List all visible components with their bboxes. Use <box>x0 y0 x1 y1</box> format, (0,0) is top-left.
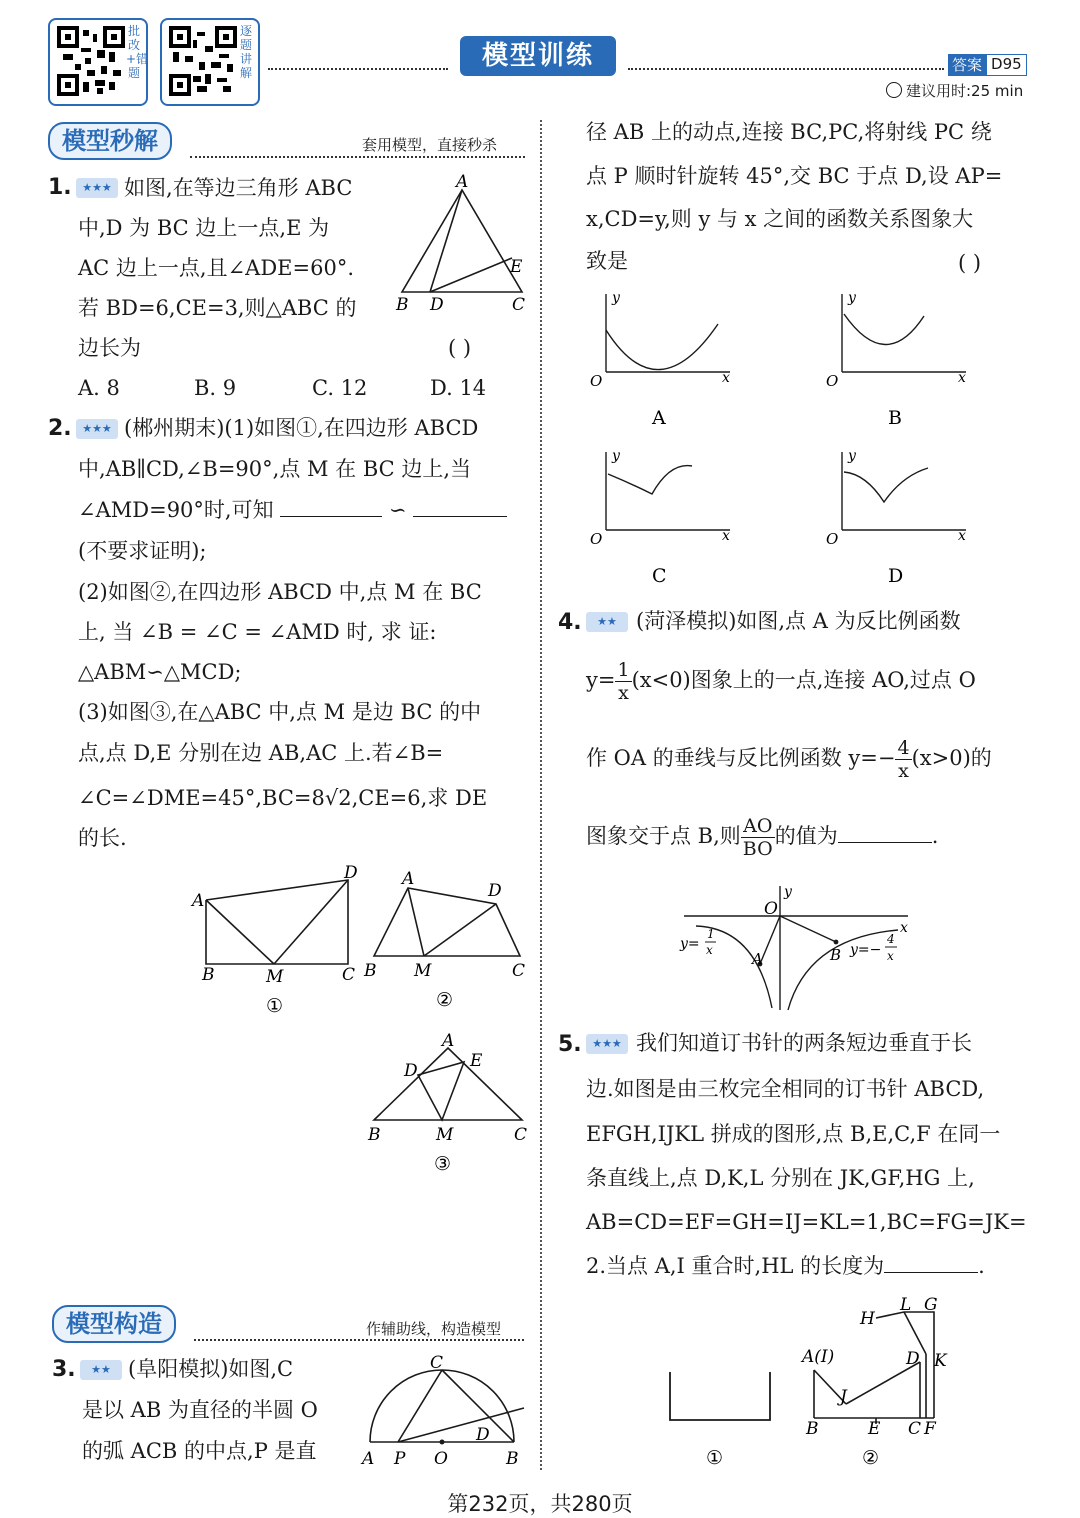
svg-text:x: x <box>722 528 730 544</box>
graph-label: B <box>888 407 902 429</box>
difficulty-stars: ★★★ <box>76 419 118 439</box>
answer-blank[interactable] <box>280 516 382 517</box>
option-b[interactable]: B. 9 <box>194 376 237 400</box>
svg-text:②: ② <box>436 989 454 1011</box>
svg-text:E: E <box>470 1051 483 1071</box>
svg-text:A: A <box>402 869 415 889</box>
fig-label: C <box>512 295 526 315</box>
svg-text:A: A <box>752 950 763 968</box>
q1-text: 如图,在等边三角形 ABC <box>124 176 353 200</box>
graph-label: C <box>652 565 667 587</box>
qr-code-icon <box>57 26 125 96</box>
answer-blank[interactable] <box>413 516 507 517</box>
q3-text: 点 P 顺时针旋转 45°,交 BC 于点 D,设 AP= <box>586 164 1003 188</box>
answer-paren: ( ) <box>958 251 982 275</box>
svg-text:y: y <box>612 290 620 306</box>
svg-text:A: A <box>442 1031 455 1051</box>
qr-code-icon <box>169 26 237 96</box>
q3-text: 径 AB 上的动点,连接 BC,PC,将射线 PC 绕 <box>586 120 992 144</box>
time-hint: 建议用时:25 min <box>886 80 1023 101</box>
q2-text: (不要求证明); <box>78 539 207 563</box>
svg-text:O: O <box>434 1449 448 1469</box>
svg-text:E: E <box>868 1419 881 1439</box>
question-number: 4. <box>558 610 582 635</box>
q3-graph-option-a[interactable] <box>584 288 736 433</box>
svg-text:x: x <box>722 370 730 386</box>
q5-text: 2.当点 A,I 重合时,HL 的长度为 . <box>586 1254 985 1278</box>
q3-text: 是以 AB 为直径的半圆 O <box>82 1398 318 1422</box>
svg-text:x: x <box>887 949 894 963</box>
answer-tag[interactable] <box>948 54 1027 76</box>
svg-text:O: O <box>590 372 603 390</box>
fig-label: A <box>456 172 469 192</box>
svg-text:O: O <box>826 372 839 390</box>
svg-text:y: y <box>848 290 856 306</box>
svg-text:O: O <box>590 530 603 548</box>
svg-text:②: ② <box>862 1447 880 1469</box>
q3-graph-option-d[interactable] <box>820 446 972 591</box>
q5-text: 条直线上,点 D,K,L 分别在 JK,GF,HG 上, <box>586 1166 975 1190</box>
svg-text:4: 4 <box>887 932 895 946</box>
q2-text: △ABM∽△MCD; <box>78 660 242 684</box>
q1-text: 若 BD=6,CE=3,则△ABC 的 <box>78 296 357 320</box>
qr-label: 批改+错题 <box>126 24 149 80</box>
svg-text:G: G <box>924 1295 938 1315</box>
q5-text: 边.如图是由三枚完全相同的订书针 ABCD, <box>586 1077 985 1101</box>
svg-text:J: J <box>840 1387 847 1407</box>
section-subtitle: 作辅助线，构造模型 <box>366 1320 502 1338</box>
qr-label: 逐题讲解 <box>239 24 252 80</box>
q5-text: 我们知道订书针的两条短边垂直于长 <box>636 1031 972 1055</box>
q3-graph-option-c[interactable] <box>584 446 736 591</box>
q4-text: (菏泽模拟)如图,点 A 为反比例函数 <box>636 609 961 633</box>
option-a[interactable]: A. 8 <box>78 376 120 400</box>
svg-text:F: F <box>924 1419 936 1439</box>
svg-text:H: H <box>860 1309 875 1329</box>
q5-text: AB=CD=EF=GH=IJ=KL=1,BC=FG=JK= <box>586 1210 1027 1234</box>
svg-text:C: C <box>430 1353 444 1373</box>
answer-page: D95 <box>986 54 1027 76</box>
svg-text:M: M <box>266 967 284 987</box>
section-underline <box>190 156 525 158</box>
svg-text:B: B <box>368 1125 381 1145</box>
question-number: 1. <box>48 175 72 200</box>
page-title: 模型训练 <box>460 36 616 76</box>
question-number: 5. <box>558 1032 582 1057</box>
q1-text: 边长为 <box>78 336 141 360</box>
q2-figure-1 <box>190 860 360 1020</box>
svg-text:y: y <box>612 448 620 464</box>
header-divider <box>628 68 944 70</box>
q2-text: 点,点 D,E 分别在边 AB,AC 上.若∠B= <box>78 741 444 765</box>
graph-label: D <box>888 565 904 587</box>
svg-text:x: x <box>900 920 908 936</box>
svg-text:A(I): A(I) <box>802 1347 835 1367</box>
section-title: 模型构造 <box>52 1305 176 1343</box>
svg-text:B: B <box>202 965 215 985</box>
q2-text: (郴州期末)(1)如图①,在四边形 ABCD <box>124 416 479 440</box>
difficulty-stars: ★★★ <box>76 178 118 198</box>
svg-text:C: C <box>908 1419 922 1439</box>
svg-text:y: y <box>848 448 856 464</box>
q4-text: y= $\frac{1}{x}$ (x<0)图象上的一点,连接 AO,过点 O <box>586 659 976 704</box>
difficulty-stars: ★★ <box>586 612 628 632</box>
graph-label: A <box>652 407 666 429</box>
section-title: 模型秒解 <box>48 122 172 160</box>
fig-label: B <box>396 295 409 315</box>
page-number: 第232页，共280页 <box>447 1492 633 1516</box>
svg-text:O: O <box>764 899 778 919</box>
svg-text:③: ③ <box>434 1153 452 1175</box>
q4-text: 作 OA 的垂线与反比例函数 y=− $\frac{4}{x}$ (x>0)的 <box>586 737 992 782</box>
q3-text: (阜阳模拟)如图,C <box>128 1357 294 1381</box>
q1-text: 中,D 为 BC 边上一点,E 为 <box>78 216 330 240</box>
svg-text:C: C <box>512 961 526 981</box>
answer-paren: ( ) <box>448 336 472 360</box>
svg-text:D: D <box>404 1061 418 1081</box>
svg-text:1: 1 <box>707 927 715 941</box>
q2-figure-3 <box>362 1030 528 1180</box>
answer-blank[interactable] <box>884 1272 978 1273</box>
q4-hyperbola-figure <box>676 880 916 1015</box>
svg-text:K: K <box>934 1351 947 1371</box>
svg-text:M: M <box>414 961 432 981</box>
column-divider <box>540 120 542 1470</box>
question-number: 2. <box>48 416 72 441</box>
q1-triangle-figure <box>390 172 535 320</box>
svg-text:x: x <box>706 943 713 957</box>
svg-text:y=: y= <box>680 936 700 952</box>
difficulty-stars: ★★★ <box>586 1034 628 1054</box>
svg-text:①: ① <box>706 1447 724 1469</box>
section-subtitle: 套用模型，直接秒杀 <box>362 136 498 154</box>
svg-text:y: y <box>784 884 792 900</box>
svg-text:y=−: y=− <box>850 942 882 958</box>
svg-text:x: x <box>958 528 966 544</box>
svg-text:C: C <box>342 965 356 985</box>
q2-figure-2 <box>362 866 528 1016</box>
svg-text:D: D <box>906 1349 920 1369</box>
q3-text: x,CD=y,则 y 与 x 之间的函数关系图象大 <box>586 207 974 231</box>
q2-text: 上, 当 ∠B = ∠C = ∠AMD 时, 求 证: <box>78 620 437 644</box>
clock-icon <box>886 82 902 98</box>
fig-label: D <box>430 295 444 315</box>
difficulty-stars: ★★ <box>80 1360 122 1380</box>
svg-text:x: x <box>958 370 966 386</box>
svg-text:M: M <box>436 1125 454 1145</box>
q2-text: 中,AB∥CD,∠B=90°,点 M 在 BC 边上,当 <box>78 457 472 481</box>
svg-text:A: A <box>192 891 205 911</box>
svg-text:B: B <box>364 961 377 981</box>
svg-text:①: ① <box>266 995 284 1017</box>
svg-text:B: B <box>506 1449 519 1469</box>
q3-semicircle-figure <box>358 1352 533 1474</box>
fig-label: E <box>510 257 523 277</box>
q3-text: 的弧 ACB 的中点,P 是直 <box>82 1439 317 1463</box>
q2-text: (2)如图②,在四边形 ABCD 中,点 M 在 BC <box>78 580 482 604</box>
q2-text: ∠AMD=90°时,可知 ∽ <box>78 496 507 524</box>
answer-blank[interactable] <box>838 842 932 843</box>
svg-text:O: O <box>826 530 839 548</box>
q2-text: (3)如图③,在△ABC 中,点 M 是边 BC 的中 <box>78 700 482 724</box>
header-divider <box>268 68 448 70</box>
svg-text:D: D <box>476 1425 490 1445</box>
q5-staple-figure-1 <box>660 1366 780 1474</box>
q1-text: AC 边上一点,且∠ADE=60°. <box>78 256 355 280</box>
section-underline <box>194 1339 524 1341</box>
svg-text:L: L <box>900 1295 912 1315</box>
svg-text:P: P <box>394 1449 406 1469</box>
svg-text:B: B <box>806 1419 819 1439</box>
q2-text: ∠C=∠DME=45°,BC=8√2,CE=6,求 DE <box>78 786 488 810</box>
option-c[interactable]: C. 12 <box>312 376 368 400</box>
q2-text: 的长. <box>78 826 127 850</box>
svg-text:D: D <box>488 881 502 901</box>
option-d[interactable]: D. 14 <box>430 376 487 400</box>
qr-code-explanation[interactable] <box>160 18 260 106</box>
svg-text:C: C <box>514 1125 528 1145</box>
svg-text:D: D <box>344 863 358 883</box>
qr-code-correction[interactable] <box>48 18 148 106</box>
q3-graph-option-b[interactable] <box>820 288 972 433</box>
answer-label: 答案 <box>948 54 986 76</box>
question-number: 3. <box>52 1357 76 1382</box>
svg-text:B: B <box>830 946 842 964</box>
q3-text: 致是 <box>586 249 628 273</box>
q5-staple-figure-2 <box>796 1294 956 1474</box>
q4-text: 图象交于点 B,则 $\frac{AO}{BO}$ 的值为 . <box>586 815 939 860</box>
svg-text:A: A <box>362 1449 375 1469</box>
q5-text: EFGH,IJKL 拼成的图形,点 B,E,C,F 在同一 <box>586 1122 1001 1146</box>
